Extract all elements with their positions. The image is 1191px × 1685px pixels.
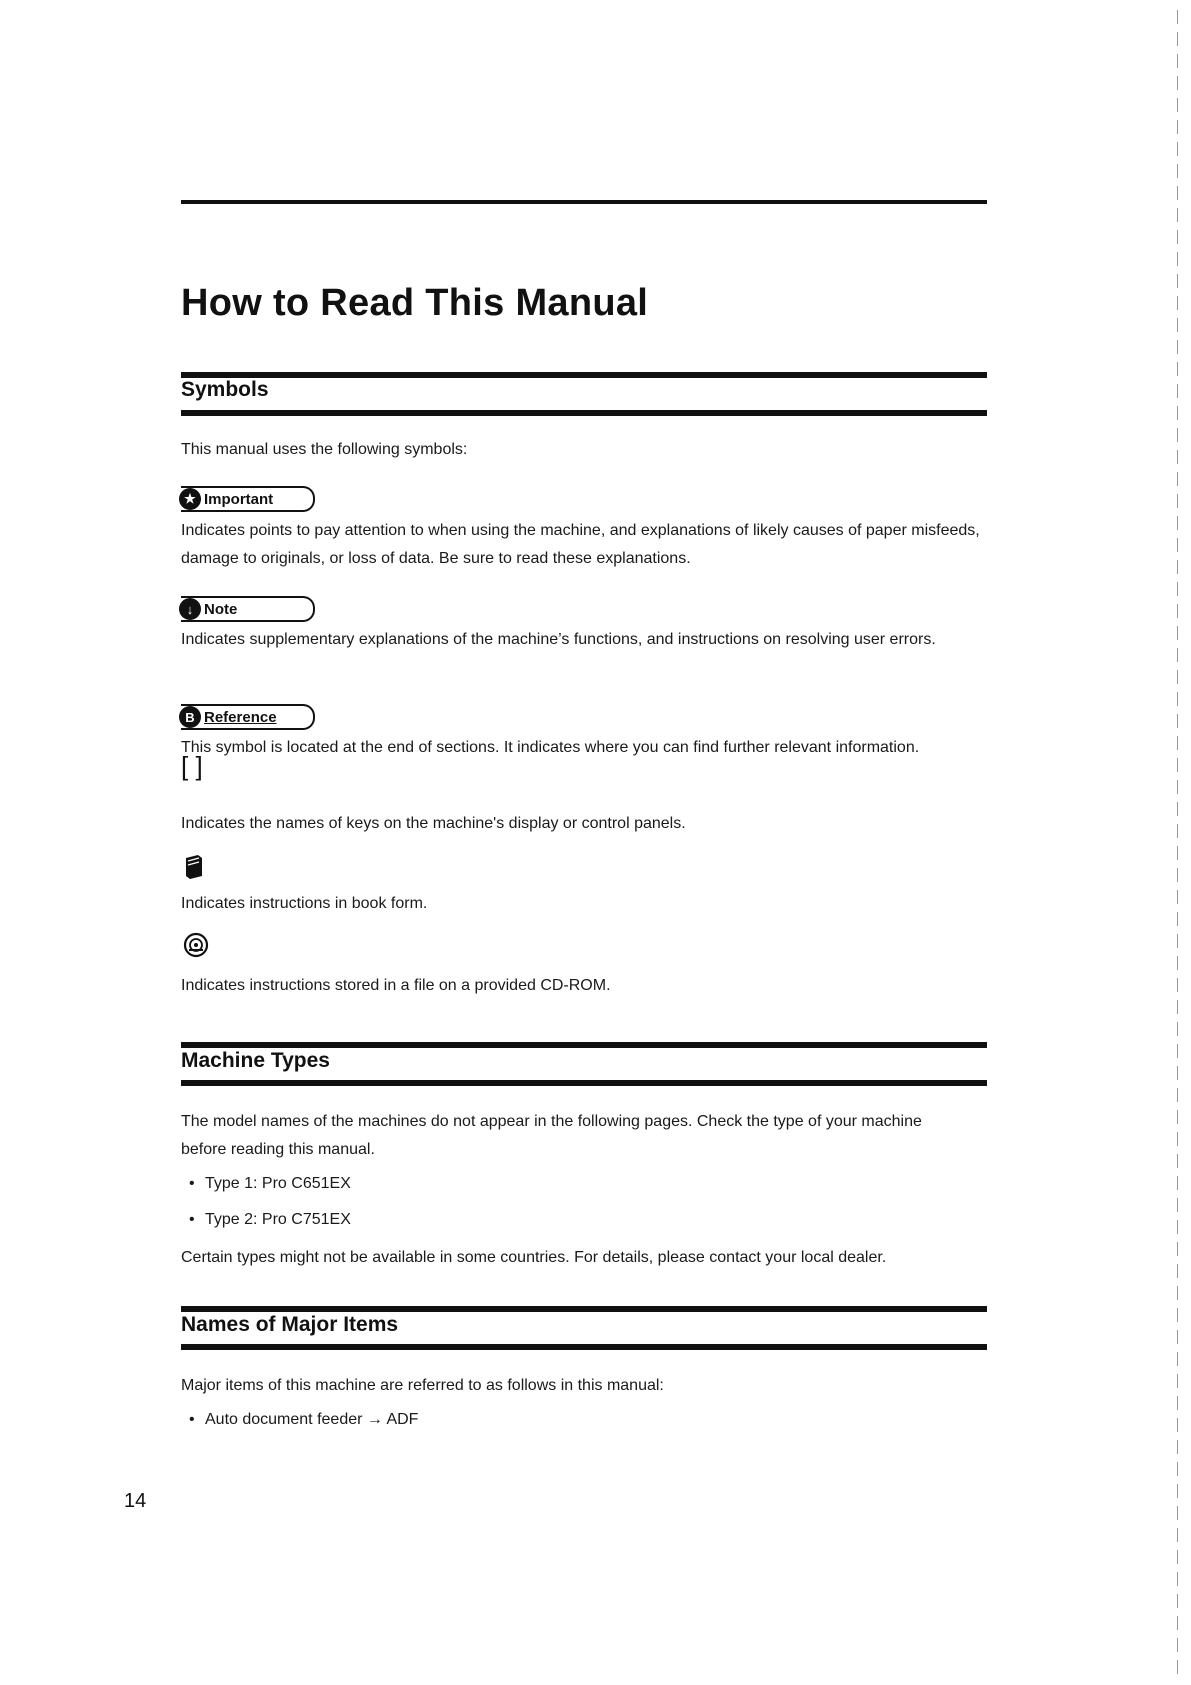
section-heading-machine-types: Machine Types xyxy=(181,1049,330,1072)
major-item: • Auto document feeder → ADF xyxy=(205,1406,418,1434)
reference-icon: B xyxy=(179,706,201,728)
section-rule-top xyxy=(181,1042,987,1048)
top-rule xyxy=(181,200,987,204)
note-arrow-icon: ↓ xyxy=(179,598,201,620)
book-description: Indicates instructions in book form. xyxy=(181,895,428,912)
note-badge xyxy=(181,596,315,622)
section-rule-bottom xyxy=(181,1080,987,1086)
machine-types-footer: Certain types might not be available in some countries. For details, please contact your local dealer. xyxy=(181,1249,887,1266)
section-heading-symbols: Symbols xyxy=(181,378,269,401)
section-rule-bottom xyxy=(181,410,987,416)
section-heading-major-items: Names of Major Items xyxy=(181,1313,399,1336)
note-label: Note xyxy=(204,600,238,618)
symbols-intro: This manual uses the following symbols: xyxy=(181,441,468,458)
section-rule-top xyxy=(181,1306,987,1312)
section-rule-bottom xyxy=(181,1344,987,1350)
cdrom-description: Indicates instructions stored in a file on a provided CD-ROM. xyxy=(181,977,611,994)
page-number: 14 xyxy=(124,1490,147,1512)
machine-type-item: • Type 1: Pro C651EX xyxy=(205,1170,351,1198)
reference-badge xyxy=(181,704,315,730)
note-description: Indicates supplementary explanations of the machine’s functions, and instructions on resolving user errors. xyxy=(181,631,936,648)
reference-description: This symbol is located at the end of sections. It indicates where you can find further relevant information. xyxy=(181,739,920,756)
important-badge xyxy=(181,486,315,512)
star-icon: ★ xyxy=(179,488,201,510)
brackets-description: Indicates the names of keys on the machine's display or control panels. xyxy=(181,815,686,832)
cdrom-icon xyxy=(183,932,209,963)
brackets-symbol: [ ] xyxy=(181,751,203,781)
book-icon xyxy=(183,853,205,884)
reference-label: Reference xyxy=(204,708,277,726)
major-items-intro: Major items of this machine are referred to as follows in this manual: xyxy=(181,1377,664,1394)
machine-types-intro: The model names of the machines do not appear in the following pages. Check the type of your machine before reading this manual. xyxy=(181,1113,922,1158)
page-title: How to Read This Manual xyxy=(181,282,649,324)
page-edge-line xyxy=(1177,10,1178,1680)
important-description: Indicates points to pay attention to when using the machine, and explanations of likely causes of paper misfeeds, damage to originals, or loss of data. Be sure to read these explanations. xyxy=(181,522,980,567)
machine-type-item: • Type 2: Pro C751EX xyxy=(205,1206,351,1234)
section-rule-top xyxy=(181,372,987,378)
important-label: Important xyxy=(204,490,274,508)
